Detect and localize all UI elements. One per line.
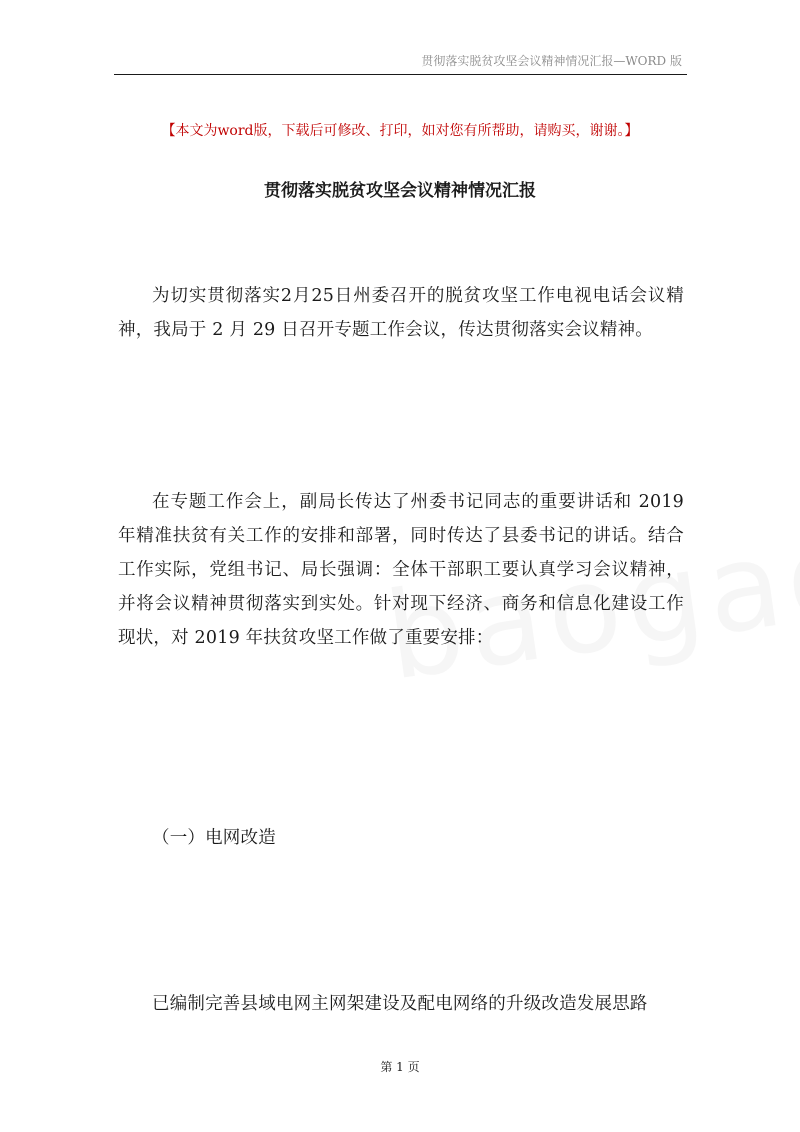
section-heading-grid: （一）电网改造 xyxy=(152,828,276,848)
paragraph-meeting: 在专题工作会上，副局长传达了州委书记同志的重要讲话和 2019 年精准扶贫有关工作的安排和部署，同时传达了县委书记的讲话。结合工作实际，党组书记、局长强调：全体干部职工要认真学习会议精神，并将会议精神贯彻落实到实处。针对现下经济、商务和信息化建设工作现状，对 2019 年扶贫攻坚工作做了重要安排： xyxy=(118,492,684,648)
paragraph-grid: 已编制完善县域电网主网架建设及配电网络的升级改造发展思路 xyxy=(152,994,648,1014)
purchase-notice: 【本文为word版，下载后可修改、打印，如对您有所帮助，请购买，谢谢。】 xyxy=(161,123,639,139)
running-header: 贯彻落实脱贫攻坚会议精神情况汇报—WORD 版 xyxy=(421,54,682,68)
paragraph-intro: 为切实贯彻落实2月25日州委召开的脱贫攻坚工作电视电话会议精神，我局于 2 月 29 日召开专题工作会议，传达贯彻落实会议精神。 xyxy=(118,286,684,340)
document-title: 贯彻落实脱贫攻坚会议精神情况汇报 xyxy=(264,181,536,201)
page-number: 第 1 页 xyxy=(380,1060,420,1074)
header-divider xyxy=(114,74,687,75)
